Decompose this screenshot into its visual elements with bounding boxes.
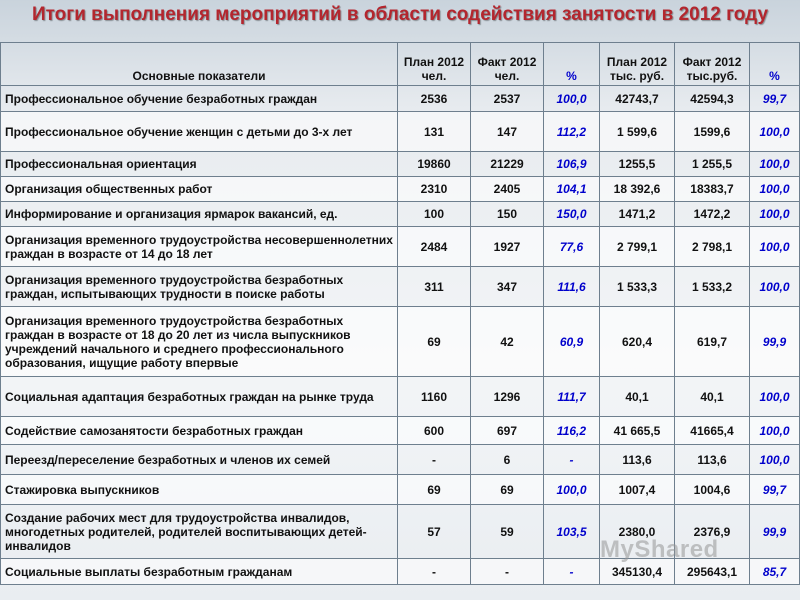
table-cell: 42 xyxy=(471,307,544,377)
table-cell: 41 665,5 xyxy=(600,417,675,445)
table-cell: 100,0 xyxy=(750,377,800,417)
row-label: Организация временного трудоустройства безработных граждан, испытывающих трудности в поиске работы xyxy=(1,267,398,307)
table-cell: 103,5 xyxy=(544,505,600,559)
table-cell: 112,2 xyxy=(544,112,600,152)
table-cell: 1007,4 xyxy=(600,475,675,505)
table-cell: 2376,9 xyxy=(675,505,750,559)
table-cell: 42594,3 xyxy=(675,86,750,112)
table-cell: 100,0 xyxy=(544,86,600,112)
row-label: Организация временного трудоустройства несовершеннолетних граждан в возрасте от 14 до 18 лет xyxy=(1,227,398,267)
table-cell: 85,7 xyxy=(750,559,800,585)
table-cell: 1004,6 xyxy=(675,475,750,505)
row-label: Информирование и организация ярмарок вакансий, ед. xyxy=(1,202,398,227)
table-cell: 311 xyxy=(398,267,471,307)
table-cell: 69 xyxy=(398,307,471,377)
row-label: Социальная адаптация безработных граждан на рынке труда xyxy=(1,377,398,417)
table-row xyxy=(1,177,800,202)
table-row xyxy=(1,475,800,505)
table-cell: 100,0 xyxy=(750,227,800,267)
table-cell: 620,4 xyxy=(600,307,675,377)
row-label: Стажировка выпускников xyxy=(1,475,398,505)
table-cell: 131 xyxy=(398,112,471,152)
table-cell: 116,2 xyxy=(544,417,600,445)
table-cell: 100,0 xyxy=(750,267,800,307)
row-label: Содействие самозанятости безработных граждан xyxy=(1,417,398,445)
table-cell: 99,7 xyxy=(750,86,800,112)
table-cell: 77,6 xyxy=(544,227,600,267)
table-cell: 69 xyxy=(398,475,471,505)
row-label: Профессиональное обучение безработных граждан xyxy=(1,86,398,112)
table-cell: 150 xyxy=(471,202,544,227)
table-cell: 99,9 xyxy=(750,505,800,559)
table-cell: 18 392,6 xyxy=(600,177,675,202)
table-row xyxy=(1,307,800,377)
table-cell: 147 xyxy=(471,112,544,152)
table-row xyxy=(1,267,800,307)
table-cell: 1471,2 xyxy=(600,202,675,227)
table-row xyxy=(1,112,800,152)
row-label: Переезд/переселение безработных и членов их семей xyxy=(1,445,398,475)
table-cell: 100,0 xyxy=(750,417,800,445)
column-header: Основные показатели xyxy=(1,43,398,86)
table-cell: 57 xyxy=(398,505,471,559)
table-cell: 295643,1 xyxy=(675,559,750,585)
table-cell: 100,0 xyxy=(750,445,800,475)
table-cell: 21229 xyxy=(471,152,544,177)
table-cell: 111,6 xyxy=(544,267,600,307)
row-label: Организация временного трудоустройства безработных граждан в возрасте от 18 до 20 лет из числа выпускников учреждений начального и среднего профессионального образования, ищущие работу впервые xyxy=(1,307,398,377)
table-cell: 1 533,3 xyxy=(600,267,675,307)
table-cell: 106,9 xyxy=(544,152,600,177)
table-row xyxy=(1,377,800,417)
table-cell: 2 799,1 xyxy=(600,227,675,267)
table-cell: 2405 xyxy=(471,177,544,202)
row-label: Социальные выплаты безработным гражданам xyxy=(1,559,398,585)
table-cell: - xyxy=(398,559,471,585)
watermark-logo: MyShared xyxy=(600,536,719,563)
table-cell: 40,1 xyxy=(600,377,675,417)
table-cell: 6 xyxy=(471,445,544,475)
table-cell: 69 xyxy=(471,475,544,505)
table-cell: - xyxy=(544,559,600,585)
column-header: Факт 2012 тыс.руб. xyxy=(675,43,750,86)
table-row xyxy=(1,417,800,445)
table-cell: 1927 xyxy=(471,227,544,267)
column-header: План 2012 чел. xyxy=(398,43,471,86)
table-cell: 1 599,6 xyxy=(600,112,675,152)
table-cell: 113,6 xyxy=(600,445,675,475)
table-cell: 1296 xyxy=(471,377,544,417)
table-cell: - xyxy=(544,445,600,475)
table-cell: 100,0 xyxy=(750,202,800,227)
table-cell: 104,1 xyxy=(544,177,600,202)
table-cell: 99,9 xyxy=(750,307,800,377)
table-cell: - xyxy=(398,445,471,475)
table-cell: 1599,6 xyxy=(675,112,750,152)
table-cell: 42743,7 xyxy=(600,86,675,112)
table-cell: 1 255,5 xyxy=(675,152,750,177)
table-cell: 2380,0 xyxy=(600,505,675,559)
table-cell: 1160 xyxy=(398,377,471,417)
table-cell: 600 xyxy=(398,417,471,445)
table-cell: 59 xyxy=(471,505,544,559)
table-cell: 100,0 xyxy=(750,112,800,152)
row-label: Организация общественных работ xyxy=(1,177,398,202)
table-cell: 113,6 xyxy=(675,445,750,475)
table-cell: 2537 xyxy=(471,86,544,112)
column-header: % xyxy=(750,43,800,86)
results-table xyxy=(0,42,800,585)
table-cell: 1255,5 xyxy=(600,152,675,177)
table-cell: 100,0 xyxy=(750,177,800,202)
column-header: % xyxy=(544,43,600,86)
table-cell: 100,0 xyxy=(544,475,600,505)
table-cell: 1 533,2 xyxy=(675,267,750,307)
table-row xyxy=(1,445,800,475)
table-cell: 60,9 xyxy=(544,307,600,377)
row-label: Профессиональная ориентация xyxy=(1,152,398,177)
table-cell: 100,0 xyxy=(750,152,800,177)
table-header-row xyxy=(1,43,800,86)
table-cell: 40,1 xyxy=(675,377,750,417)
table-cell: 41665,4 xyxy=(675,417,750,445)
table-cell: 347 xyxy=(471,267,544,307)
table-row xyxy=(1,86,800,112)
table-cell: 2310 xyxy=(398,177,471,202)
table-row xyxy=(1,227,800,267)
table-row xyxy=(1,152,800,177)
table-cell: 2484 xyxy=(398,227,471,267)
table-cell: 619,7 xyxy=(675,307,750,377)
row-label: Создание рабочих мест для трудоустройства инвалидов, многодетных родителей, родителей воспитывающих детей-инвалидов xyxy=(1,505,398,559)
table-cell: 19860 xyxy=(398,152,471,177)
table-cell: 150,0 xyxy=(544,202,600,227)
table-cell: 111,7 xyxy=(544,377,600,417)
table-cell: 99,7 xyxy=(750,475,800,505)
table-cell: 18383,7 xyxy=(675,177,750,202)
column-header: Факт 2012 чел. xyxy=(471,43,544,86)
row-label: Профессиональное обучение женщин с детьми до 3-х лет xyxy=(1,112,398,152)
table-cell: 697 xyxy=(471,417,544,445)
page-title: Итоги выполнения мероприятий в области содействия занятости в 2012 году xyxy=(31,4,769,25)
table-cell: 100 xyxy=(398,202,471,227)
table-cell: 2 798,1 xyxy=(675,227,750,267)
table-row xyxy=(1,202,800,227)
table-cell: 1472,2 xyxy=(675,202,750,227)
table-cell: 345130,4 xyxy=(600,559,675,585)
column-header: План 2012 тыс. руб. xyxy=(600,43,675,86)
table-cell: - xyxy=(471,559,544,585)
table-cell: 2536 xyxy=(398,86,471,112)
